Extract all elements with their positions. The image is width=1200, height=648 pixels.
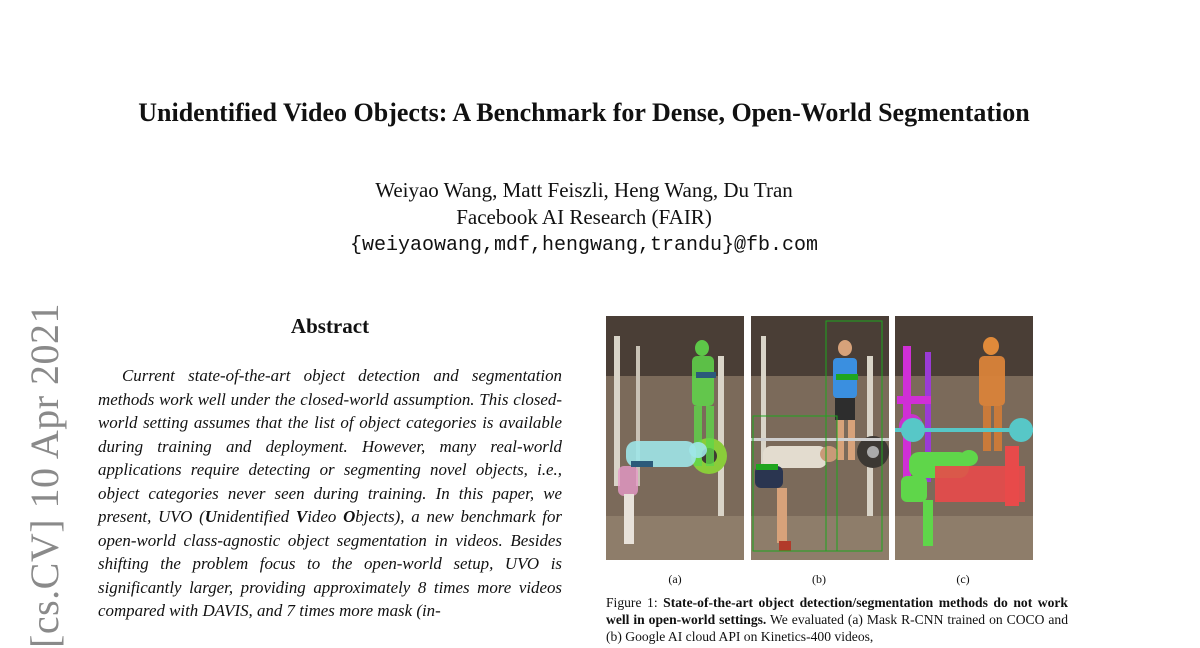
acronym-v-rest: ideo <box>307 507 344 526</box>
gym-photo-c <box>895 316 1033 560</box>
paper-title: Unidentified Video Objects: A Benchmark for Dense, Open-World Segmentation <box>138 98 1030 127</box>
author-email: {weiyaowang,mdf,hengwang,trandu}@fb.com <box>349 234 819 257</box>
gym-photo-a <box>606 316 744 560</box>
acronym-o: O <box>343 507 356 526</box>
caption-bold: State-of-the-art object detection/segmentation methods do not work well in open-world settings. <box>606 595 1068 627</box>
subfigure-label-a: (a) <box>668 572 682 586</box>
acronym-v: V <box>295 507 308 526</box>
abstract-text-2: ), a new benchmark for open-world class-agnostic object segmentation in videos. Besides shifting the problem focus to the open-world setup, UVO is significantly larger, providing approximately 8 times more videos compared with DAVIS, and 7 times more mask (in- <box>98 507 562 620</box>
abstract-heading: Abstract <box>290 314 370 338</box>
abstract-body <box>98 364 562 623</box>
abstract-paragraph <box>98 364 562 623</box>
figure-panel-b <box>751 316 889 560</box>
acronym-u-rest: nidentified <box>216 507 296 526</box>
caption-lead: Figure 1: <box>606 595 664 610</box>
acronym-u: U <box>204 507 217 526</box>
abstract-text-1: Current state-of-the-art object detection and segmentation methods work well under the closed-world assumption. This closed-world setting assumes that the list of object categories is available during training and deployment. However, many real-world applications require detecting or segmenting novel objects, i.e., object categories never seen during training. In this paper, we present, UVO ( <box>98 366 562 526</box>
figure-panel-c <box>895 316 1033 560</box>
subfigure-label-b: (b) <box>812 572 826 586</box>
figure-panel-a <box>606 316 744 560</box>
gym-photo-b <box>751 316 889 560</box>
subfigure-label-c: (c) <box>956 572 970 586</box>
author-list: Weiyao Wang, Matt Feiszli, Heng Wang, Du Tran <box>375 178 793 202</box>
acronym-o-rest: bjects <box>355 507 395 526</box>
affiliation: Facebook AI Research (FAIR) <box>456 205 712 229</box>
caption-rest: We evaluated (a) Mask R-CNN trained on COCO and (b) Google AI cloud API on Kinetics-400 videos, <box>606 612 1068 644</box>
arxiv-stamp: [cs.CV] 10 Apr 2021 <box>22 302 67 648</box>
figure-caption <box>606 594 1068 645</box>
